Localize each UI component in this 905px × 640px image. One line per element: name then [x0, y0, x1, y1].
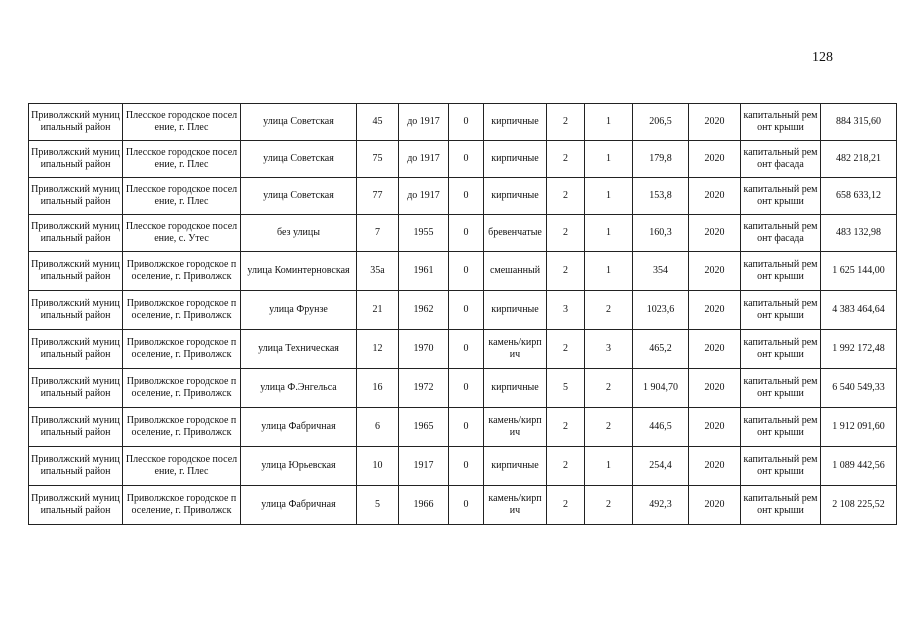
- table-row: [29, 408, 897, 447]
- flag-cell: 0: [449, 486, 484, 525]
- table-row: [29, 369, 897, 408]
- wall-material-cell: бревенчатые: [484, 215, 547, 252]
- build-year-cell: 1917: [399, 447, 449, 486]
- work-type-cell: капитальный ремонт крыши: [741, 330, 821, 369]
- flag-cell: 0: [449, 178, 484, 215]
- build-year-cell: 1972: [399, 369, 449, 408]
- settlement-cell: Приволжское городское поселение, г. Приволжск: [123, 408, 241, 447]
- area-cell: 179,8: [633, 141, 689, 178]
- work-type-cell: капитальный ремонт крыши: [741, 447, 821, 486]
- flag-cell: 0: [449, 104, 484, 141]
- build-year-cell: 1966: [399, 486, 449, 525]
- wall-material-cell: кирпичные: [484, 178, 547, 215]
- entrances-cell: 2: [585, 486, 633, 525]
- area-cell: 153,8: [633, 178, 689, 215]
- plan-year-cell: 2020: [689, 408, 741, 447]
- settlement-cell: Приволжское городское поселение, г. Приволжск: [123, 252, 241, 291]
- settlement-cell: Плесское городское поселение, г. Плес: [123, 141, 241, 178]
- house-number-cell: 75: [357, 141, 399, 178]
- build-year-cell: 1970: [399, 330, 449, 369]
- table-row: [29, 252, 897, 291]
- street-cell: улица Советская: [241, 141, 357, 178]
- flag-cell: 0: [449, 141, 484, 178]
- entrances-cell: 1: [585, 178, 633, 215]
- build-year-cell: 1965: [399, 408, 449, 447]
- wall-material-cell: кирпичные: [484, 141, 547, 178]
- floors-cell: 2: [547, 408, 585, 447]
- district-cell: Приволжский муниципальный район: [29, 330, 123, 369]
- street-cell: улица Фабричная: [241, 408, 357, 447]
- street-cell: улица Фабричная: [241, 486, 357, 525]
- build-year-cell: до 1917: [399, 104, 449, 141]
- district-cell: Приволжский муниципальный район: [29, 291, 123, 330]
- build-year-cell: 1961: [399, 252, 449, 291]
- floors-cell: 5: [547, 369, 585, 408]
- area-cell: 465,2: [633, 330, 689, 369]
- house-number-cell: 21: [357, 291, 399, 330]
- wall-material-cell: кирпичные: [484, 104, 547, 141]
- house-number-cell: 7: [357, 215, 399, 252]
- street-cell: улица Советская: [241, 178, 357, 215]
- plan-year-cell: 2020: [689, 252, 741, 291]
- wall-material-cell: кирпичные: [484, 291, 547, 330]
- floors-cell: 2: [547, 330, 585, 369]
- work-type-cell: капитальный ремонт крыши: [741, 408, 821, 447]
- street-cell: улица Фрунзе: [241, 291, 357, 330]
- wall-material-cell: камень/кирпич: [484, 486, 547, 525]
- cost-cell: 4 383 464,64: [821, 291, 897, 330]
- street-cell: улица Советская: [241, 104, 357, 141]
- house-number-cell: 5: [357, 486, 399, 525]
- entrances-cell: 1: [585, 215, 633, 252]
- settlement-cell: Плесское городское поселение, с. Утес: [123, 215, 241, 252]
- street-cell: улица Юрьевская: [241, 447, 357, 486]
- flag-cell: 0: [449, 447, 484, 486]
- wall-material-cell: камень/кирпич: [484, 330, 547, 369]
- flag-cell: 0: [449, 369, 484, 408]
- entrances-cell: 2: [585, 408, 633, 447]
- house-number-cell: 16: [357, 369, 399, 408]
- plan-year-cell: 2020: [689, 330, 741, 369]
- cost-cell: 6 540 549,33: [821, 369, 897, 408]
- entrances-cell: 1: [585, 447, 633, 486]
- settlement-cell: Приволжское городское поселение, г. Приволжск: [123, 330, 241, 369]
- table-row: [29, 291, 897, 330]
- table-row: [29, 104, 897, 141]
- entrances-cell: 2: [585, 369, 633, 408]
- settlement-cell: Плесское городское поселение, г. Плес: [123, 178, 241, 215]
- district-cell: Приволжский муниципальный район: [29, 447, 123, 486]
- plan-year-cell: 2020: [689, 369, 741, 408]
- flag-cell: 0: [449, 252, 484, 291]
- street-cell: улица Техническая: [241, 330, 357, 369]
- house-number-cell: 10: [357, 447, 399, 486]
- housing-repair-table: [28, 103, 897, 525]
- work-type-cell: капитальный ремонт фасада: [741, 215, 821, 252]
- cost-cell: 483 132,98: [821, 215, 897, 252]
- district-cell: Приволжский муниципальный район: [29, 104, 123, 141]
- plan-year-cell: 2020: [689, 104, 741, 141]
- work-type-cell: капитальный ремонт крыши: [741, 369, 821, 408]
- flag-cell: 0: [449, 291, 484, 330]
- entrances-cell: 1: [585, 252, 633, 291]
- district-cell: Приволжский муниципальный район: [29, 408, 123, 447]
- build-year-cell: до 1917: [399, 141, 449, 178]
- settlement-cell: Приволжское городское поселение, г. Приволжск: [123, 486, 241, 525]
- build-year-cell: 1955: [399, 215, 449, 252]
- street-cell: улица Ф.Энгельса: [241, 369, 357, 408]
- cost-cell: 1 992 172,48: [821, 330, 897, 369]
- page-number: 128: [812, 50, 833, 65]
- cost-cell: 1 625 144,00: [821, 252, 897, 291]
- plan-year-cell: 2020: [689, 486, 741, 525]
- house-number-cell: 45: [357, 104, 399, 141]
- floors-cell: 2: [547, 215, 585, 252]
- build-year-cell: 1962: [399, 291, 449, 330]
- wall-material-cell: смешанный: [484, 252, 547, 291]
- district-cell: Приволжский муниципальный район: [29, 252, 123, 291]
- street-cell: без улицы: [241, 215, 357, 252]
- floors-cell: 2: [547, 252, 585, 291]
- floors-cell: 3: [547, 291, 585, 330]
- flag-cell: 0: [449, 330, 484, 369]
- entrances-cell: 3: [585, 330, 633, 369]
- area-cell: 160,3: [633, 215, 689, 252]
- entrances-cell: 1: [585, 141, 633, 178]
- district-cell: Приволжский муниципальный район: [29, 215, 123, 252]
- plan-year-cell: 2020: [689, 291, 741, 330]
- area-cell: 1023,6: [633, 291, 689, 330]
- entrances-cell: 1: [585, 104, 633, 141]
- street-cell: улица Коминтерновская: [241, 252, 357, 291]
- table-row: [29, 178, 897, 215]
- work-type-cell: капитальный ремонт крыши: [741, 104, 821, 141]
- build-year-cell: до 1917: [399, 178, 449, 215]
- area-cell: 254,4: [633, 447, 689, 486]
- work-type-cell: капитальный ремонт крыши: [741, 486, 821, 525]
- district-cell: Приволжский муниципальный район: [29, 486, 123, 525]
- floors-cell: 2: [547, 178, 585, 215]
- table-row: [29, 330, 897, 369]
- table-row: [29, 141, 897, 178]
- plan-year-cell: 2020: [689, 447, 741, 486]
- work-type-cell: капитальный ремонт фасада: [741, 141, 821, 178]
- work-type-cell: капитальный ремонт крыши: [741, 178, 821, 215]
- settlement-cell: Плесское городское поселение, г. Плес: [123, 447, 241, 486]
- table-row: [29, 486, 897, 525]
- floors-cell: 2: [547, 104, 585, 141]
- area-cell: 446,5: [633, 408, 689, 447]
- house-number-cell: 77: [357, 178, 399, 215]
- house-number-cell: 6: [357, 408, 399, 447]
- table-row: [29, 447, 897, 486]
- area-cell: 492,3: [633, 486, 689, 525]
- district-cell: Приволжский муниципальный район: [29, 369, 123, 408]
- settlement-cell: Приволжское городское поселение, г. Приволжск: [123, 369, 241, 408]
- plan-year-cell: 2020: [689, 178, 741, 215]
- settlement-cell: Плесское городское поселение, г. Плес: [123, 104, 241, 141]
- plan-year-cell: 2020: [689, 215, 741, 252]
- wall-material-cell: кирпичные: [484, 369, 547, 408]
- cost-cell: 658 633,12: [821, 178, 897, 215]
- work-type-cell: капитальный ремонт крыши: [741, 291, 821, 330]
- cost-cell: 2 108 225,52: [821, 486, 897, 525]
- area-cell: 354: [633, 252, 689, 291]
- wall-material-cell: камень/кирпич: [484, 408, 547, 447]
- district-cell: Приволжский муниципальный район: [29, 178, 123, 215]
- floors-cell: 2: [547, 447, 585, 486]
- cost-cell: 1 912 091,60: [821, 408, 897, 447]
- house-number-cell: 12: [357, 330, 399, 369]
- plan-year-cell: 2020: [689, 141, 741, 178]
- wall-material-cell: кирпичные: [484, 447, 547, 486]
- area-cell: 206,5: [633, 104, 689, 141]
- entrances-cell: 2: [585, 291, 633, 330]
- flag-cell: 0: [449, 408, 484, 447]
- floors-cell: 2: [547, 486, 585, 525]
- cost-cell: 1 089 442,56: [821, 447, 897, 486]
- area-cell: 1 904,70: [633, 369, 689, 408]
- cost-cell: 482 218,21: [821, 141, 897, 178]
- house-number-cell: 35а: [357, 252, 399, 291]
- settlement-cell: Приволжское городское поселение, г. Приволжск: [123, 291, 241, 330]
- work-type-cell: капитальный ремонт крыши: [741, 252, 821, 291]
- floors-cell: 2: [547, 141, 585, 178]
- table-row: [29, 215, 897, 252]
- district-cell: Приволжский муниципальный район: [29, 141, 123, 178]
- flag-cell: 0: [449, 215, 484, 252]
- cost-cell: 884 315,60: [821, 104, 897, 141]
